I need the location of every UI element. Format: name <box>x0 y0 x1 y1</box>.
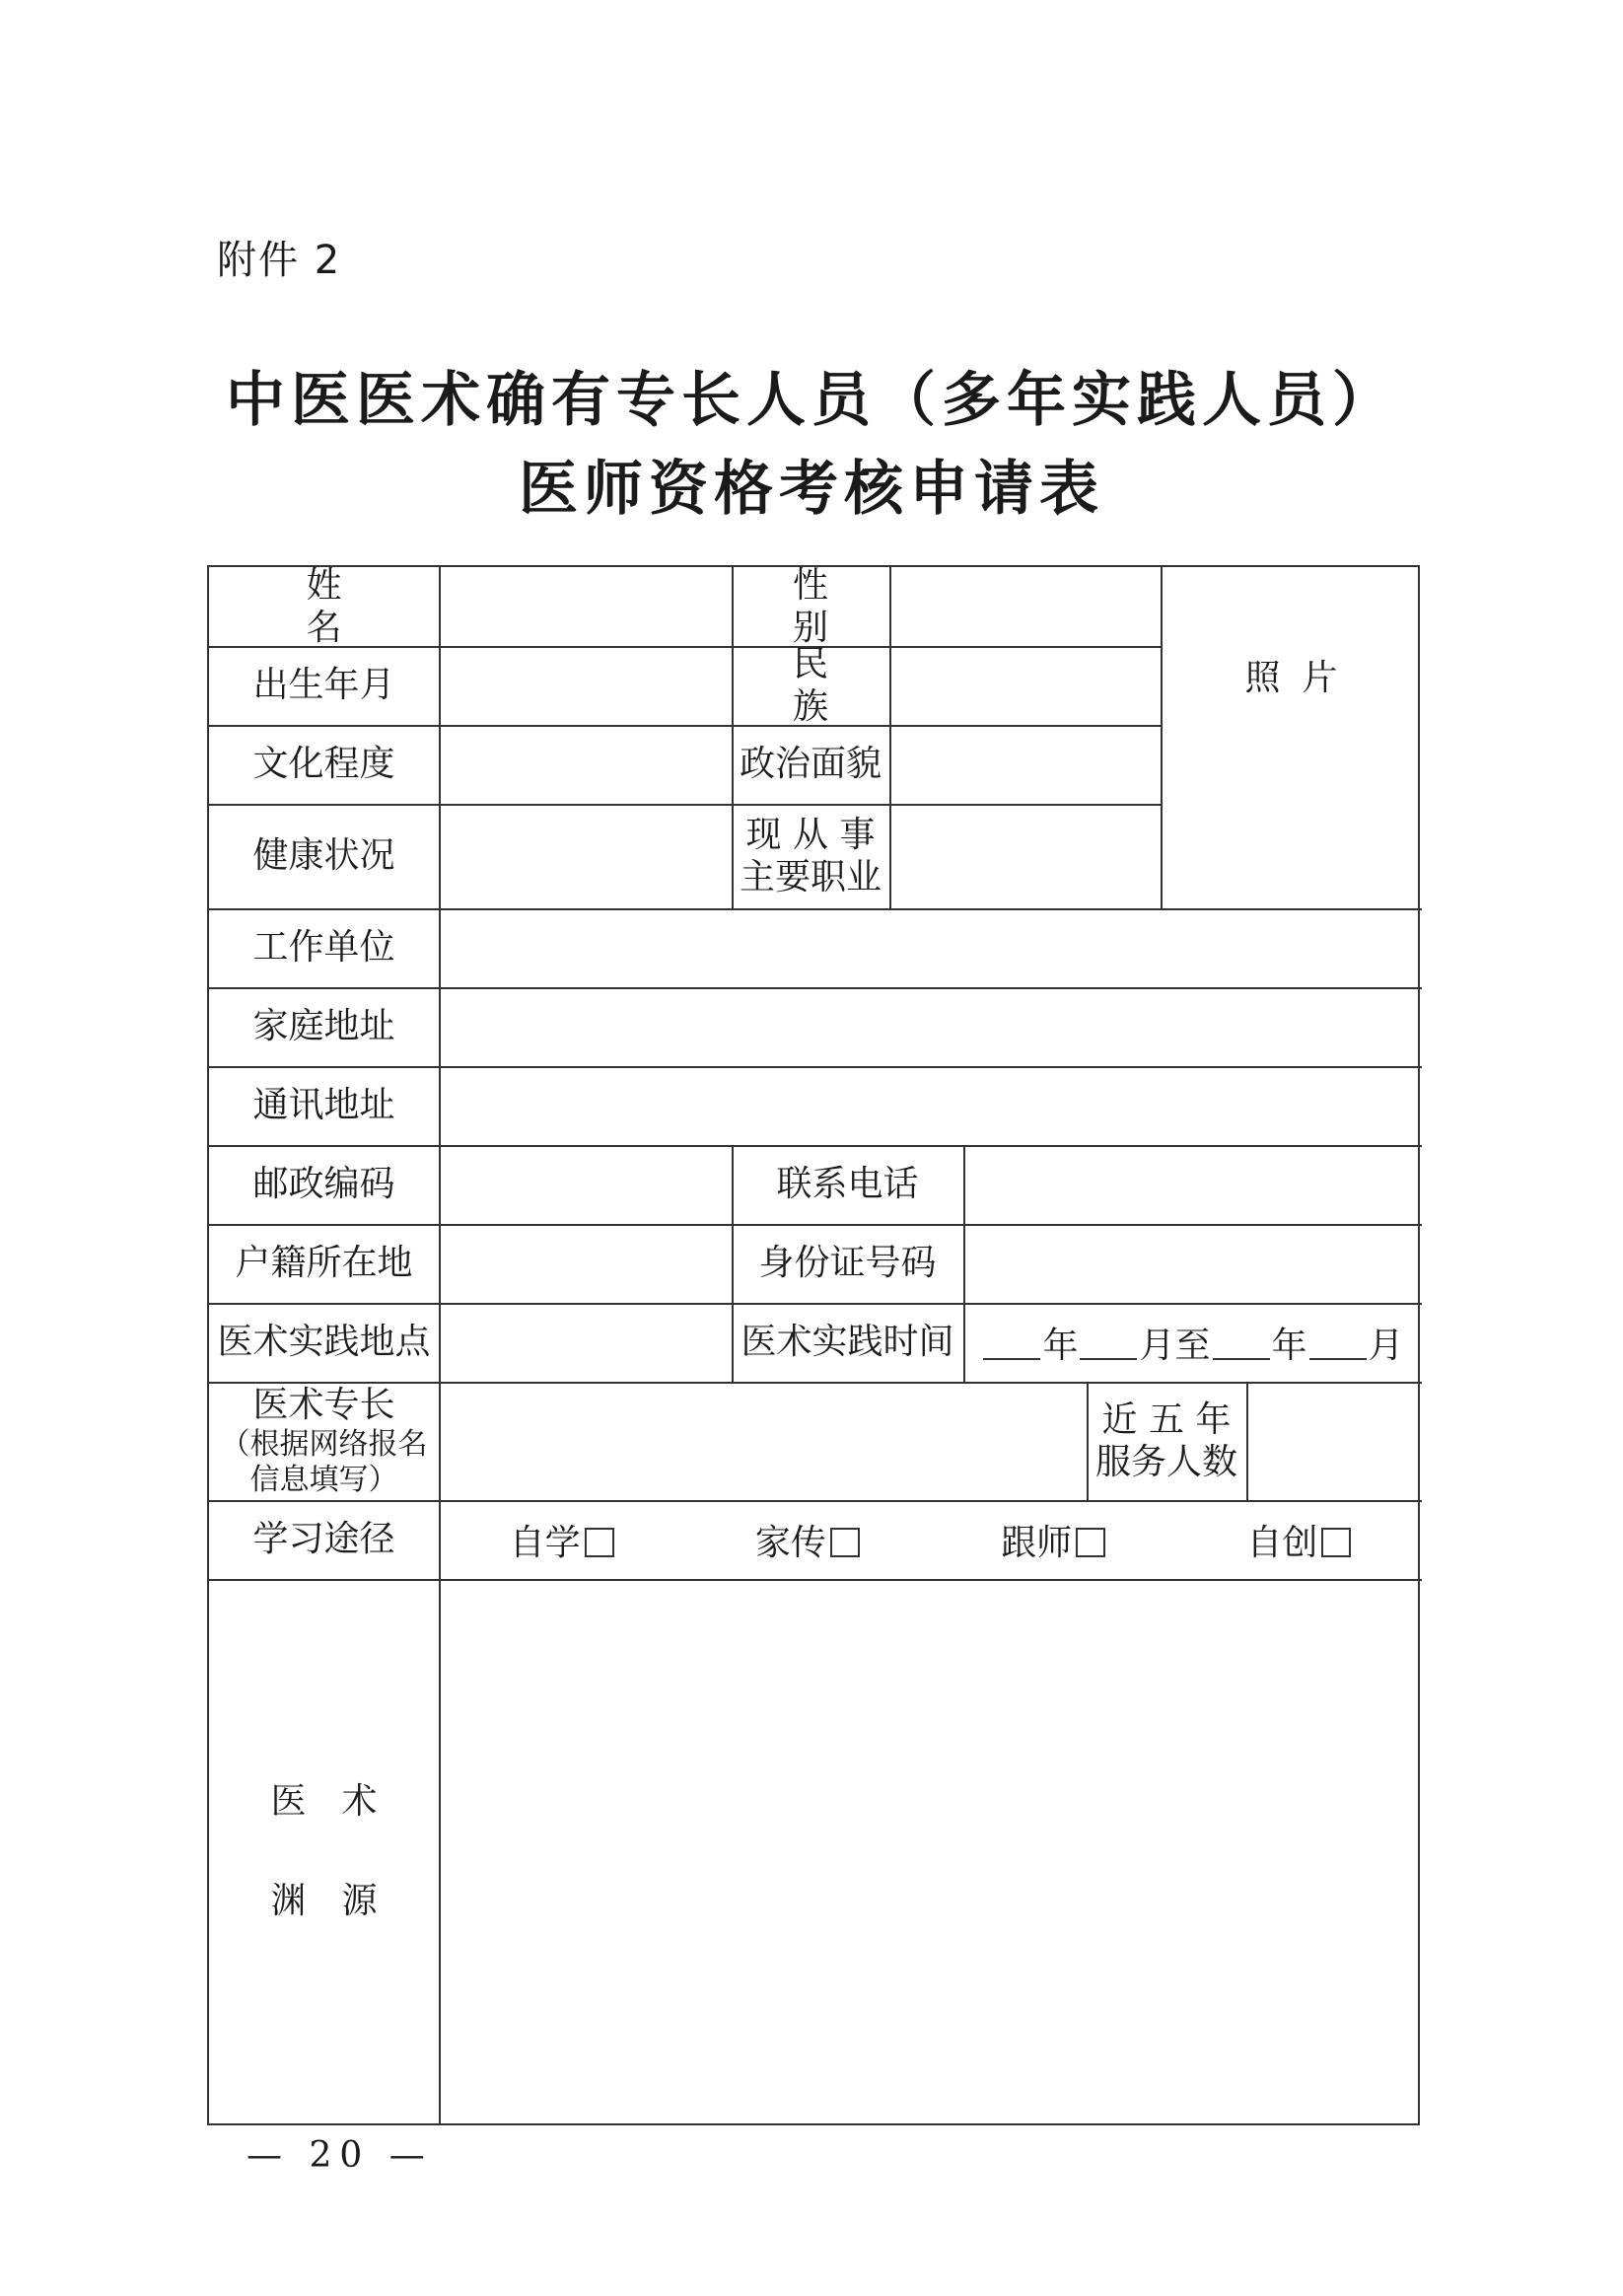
label-household: 户籍所在地 <box>235 1243 413 1284</box>
date-year2-label: 年 <box>1271 1325 1307 1366</box>
label-health: 健康状况 <box>252 835 395 877</box>
label-service-count <box>1087 1382 1246 1500</box>
specialty-field[interactable] <box>439 1382 1087 1500</box>
learning-path-options <box>439 1500 1422 1579</box>
label-political: 政治面貌 <box>739 744 882 785</box>
education-field[interactable] <box>439 725 732 804</box>
occupation-field[interactable] <box>889 804 1161 908</box>
gender-field[interactable] <box>889 567 1161 646</box>
option-mentor-label: 跟师 <box>1001 1522 1073 1563</box>
postcode-field[interactable] <box>439 1145 732 1224</box>
option-mentor[interactable] <box>1001 1515 1105 1565</box>
label-occupation <box>732 804 889 908</box>
label-id-number: 身份证号码 <box>758 1243 937 1284</box>
label-specialty-line2: （根据网络报名 <box>220 1426 428 1462</box>
checkbox-self-created[interactable] <box>1321 1528 1351 1557</box>
option-self-created-label: 自创 <box>1246 1522 1318 1563</box>
phone-field[interactable] <box>963 1145 1422 1224</box>
label-specialty <box>209 1382 439 1500</box>
birth-field[interactable] <box>439 646 732 725</box>
label-work-unit: 工作单位 <box>252 927 395 969</box>
work-unit-field[interactable] <box>439 908 1422 987</box>
checkbox-mentor[interactable] <box>1076 1528 1105 1557</box>
label-birth: 出生年月 <box>252 665 395 706</box>
label-gender: 性别 <box>792 564 887 648</box>
label-mail-address: 通讯地址 <box>252 1085 395 1126</box>
form-title-line2: 医师资格考核申请表 <box>519 455 1104 524</box>
checkbox-self-study[interactable] <box>585 1528 614 1557</box>
label-origin-line2: 渊 源 <box>270 1881 378 1921</box>
mail-address-field[interactable] <box>439 1066 1422 1145</box>
form-title-line1: 中医医术确有专长人员（多年实践人员） <box>226 366 1397 435</box>
year-start-blank[interactable] <box>983 1325 1040 1360</box>
id-number-field[interactable] <box>963 1224 1422 1303</box>
label-specialty-line3: 信息填写） <box>249 1462 398 1497</box>
label-practice-place: 医术实践地点 <box>217 1322 431 1363</box>
label-service-line1: 近 五 年 <box>1101 1399 1232 1440</box>
option-self-study[interactable] <box>510 1515 614 1565</box>
origin-field[interactable] <box>439 1579 1422 2125</box>
household-field[interactable] <box>439 1224 732 1303</box>
label-occupation-line2: 主要职业 <box>739 857 882 897</box>
label-home-address: 家庭地址 <box>252 1006 395 1047</box>
label-practice-time: 医术实践时间 <box>741 1322 954 1363</box>
application-form-table <box>207 565 1420 2125</box>
page-number: — 20 — <box>247 2135 433 2176</box>
date-month2-label: 月 <box>1368 1325 1404 1366</box>
label-education: 文化程度 <box>252 744 395 785</box>
month-start-blank[interactable] <box>1080 1325 1137 1360</box>
photo-box[interactable]: 照片 <box>1244 658 1360 699</box>
political-field[interactable] <box>889 725 1161 804</box>
label-origin <box>209 1579 439 2125</box>
label-name: 姓名 <box>306 564 401 648</box>
checkbox-family[interactable] <box>830 1528 860 1557</box>
practice-place-field[interactable] <box>439 1303 732 1382</box>
label-learning-path: 学习途径 <box>252 1519 395 1560</box>
year-end-blank[interactable] <box>1213 1325 1270 1360</box>
option-family-label: 家传 <box>754 1522 826 1563</box>
practice-time-field[interactable] <box>963 1303 1422 1382</box>
date-month-to-label: 月至 <box>1139 1325 1211 1366</box>
service-count-field[interactable] <box>1246 1382 1422 1500</box>
option-self-created[interactable] <box>1246 1515 1351 1565</box>
label-origin-line1: 医 术 <box>270 1781 378 1823</box>
date-year-label: 年 <box>1042 1325 1079 1366</box>
attachment-label: 附件 2 <box>217 238 342 283</box>
label-phone: 联系电话 <box>776 1164 919 1205</box>
option-family[interactable] <box>755 1515 860 1565</box>
option-self-study-label: 自学 <box>509 1522 581 1563</box>
name-field[interactable] <box>439 567 732 646</box>
label-service-line2: 服务人数 <box>1094 1442 1237 1482</box>
health-field[interactable] <box>439 804 732 908</box>
month-end-blank[interactable] <box>1309 1325 1367 1360</box>
ethnicity-field[interactable] <box>889 646 1161 725</box>
label-specialty-line1: 医术专长 <box>252 1385 395 1426</box>
label-postcode: 邮政编码 <box>252 1164 395 1205</box>
label-ethnicity: 民族 <box>792 643 887 727</box>
home-address-field[interactable] <box>439 987 1422 1066</box>
label-occupation-line1: 现 从 事 <box>745 814 876 855</box>
